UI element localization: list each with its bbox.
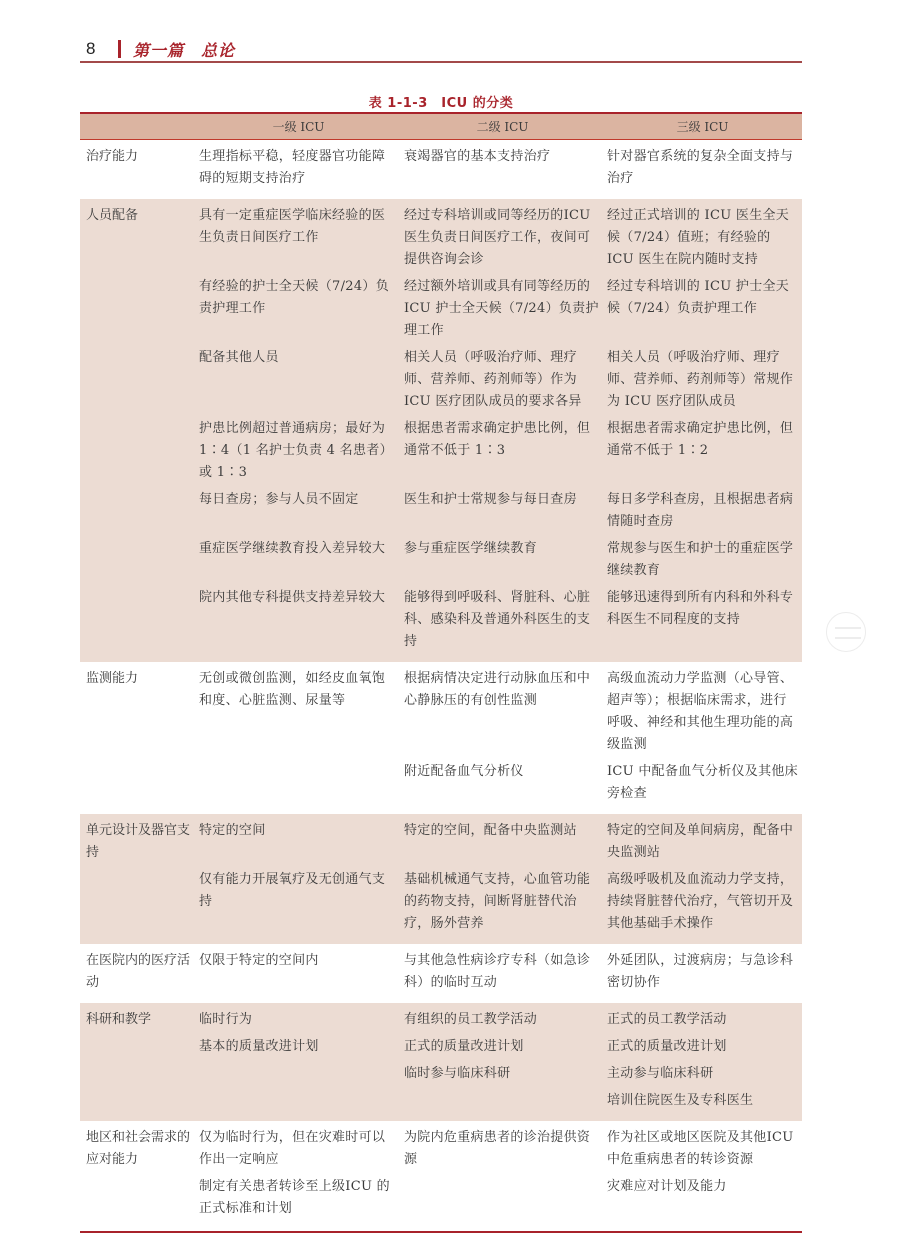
section-label: 单元设计及器官支持 xyxy=(86,823,191,860)
table-body xyxy=(80,140,802,1229)
table-row xyxy=(193,1090,802,1112)
table-cell-level3: 每日多学科查房，且根据患者病情随时查房 xyxy=(607,492,794,529)
table-cell-level1: 临时行为 xyxy=(199,1012,253,1027)
icu-classification-table xyxy=(80,112,802,1233)
header-cell-level2: 二级 ICU xyxy=(476,120,529,134)
table-cell-level1: 无创或微创监测，如经皮血氧饱和度、心脏监测、尿量等 xyxy=(199,671,386,708)
table-cell-level1 xyxy=(193,1063,398,1085)
table-row xyxy=(193,587,802,653)
table-cell-level3: 高级血流动力学监测（心导管、超声等）；根据临床需求，进行呼吸、神经和其他生理功能的高级监测 xyxy=(607,671,794,752)
table-cell-level2: 医生和护士常规参与每日查房 xyxy=(404,492,577,507)
table-row xyxy=(193,1176,802,1220)
table-cell-level2: 为院内危重病患者的诊治提供资源 xyxy=(404,1130,591,1167)
table-cell-level2 xyxy=(398,1090,601,1112)
table-cell-level1: 仅有能力开展氧疗及无创通气支持 xyxy=(199,872,386,909)
table-section xyxy=(80,944,802,1003)
section-rows xyxy=(193,668,802,810)
table-cell-level1: 配备其他人员 xyxy=(199,350,279,365)
page-number: 8 xyxy=(86,39,96,58)
table-cell-level3: 正式的质量改进计划 xyxy=(607,1039,727,1054)
table-cell-level1: 每日查房；参与人员不固定 xyxy=(199,492,359,507)
table-section xyxy=(80,1121,802,1229)
table-cell-level2: 能够得到呼吸科、肾脏科、心脏科、感染科及普通外科医生的支持 xyxy=(404,590,591,649)
table-cell-level3: 灾难应对计划及能力 xyxy=(607,1179,727,1194)
table-header-row xyxy=(80,114,802,140)
publisher-logo-watermark-icon xyxy=(826,612,866,652)
table-cell-level3: ICU 中配备血气分析仪及其他床旁检查 xyxy=(607,764,798,801)
table-cell-level2: 根据患者需求确定护患比例，但通常不低于 1∶3 xyxy=(404,421,591,458)
table-section xyxy=(80,662,802,814)
table-row xyxy=(193,668,802,756)
table-cell-level2: 根据病情决定进行动脉血压和中心静脉压的有创性监测 xyxy=(404,671,591,708)
table-cell-level1: 特定的空间 xyxy=(199,823,266,838)
table-cell-level2: 与其他急性病诊疗专科（如急诊科）的临时互动 xyxy=(404,953,591,990)
header-cell-level1: 一级 ICU xyxy=(272,120,325,134)
table-cell-level2: 参与重症医学继续教育 xyxy=(404,541,538,556)
table-cell-level3: 相关人员（呼吸治疗师、理疗师、营养师、药剂师等）常规作为 ICU 医疗团队成员 xyxy=(607,350,794,409)
table-cell-level2: 衰竭器官的基本支持治疗 xyxy=(404,149,551,164)
table-row xyxy=(193,418,802,484)
table-cell-level2: 相关人员（呼吸治疗师、理疗师、营养师、药剂师等）作为ICU 医疗团队成员的要求各异 xyxy=(404,350,582,409)
table-cell-level1: 制定有关患者转诊至上级ICU 的正式标准和计划 xyxy=(199,1179,390,1216)
table-section xyxy=(80,140,802,199)
table-cell-level1: 基本的质量改进计划 xyxy=(199,1039,319,1054)
section-label: 在医院内的医疗活动 xyxy=(86,953,191,990)
table-caption: 表 1-1-3 ICU 的分类 xyxy=(368,96,514,111)
head-divider xyxy=(118,40,121,58)
table-cell-level3: 正式的员工教学活动 xyxy=(607,1012,727,1027)
table-row xyxy=(193,869,802,935)
table-cell-level2: 正式的质量改进计划 xyxy=(404,1039,524,1054)
table-row xyxy=(193,205,802,271)
table-row xyxy=(193,1127,802,1171)
table-cell-level3: 根据患者需求确定护患比例，但通常不低于 1∶2 xyxy=(607,421,794,458)
table-cell-level2: 有组织的员工教学活动 xyxy=(404,1012,538,1027)
table-row xyxy=(193,1009,802,1031)
header-rule xyxy=(80,61,802,63)
table-row xyxy=(193,950,802,994)
table-cell-level3: 针对器官系统的复杂全面支持与治疗 xyxy=(607,149,794,186)
section-label: 监测能力 xyxy=(86,671,139,686)
table-cell-level1: 仅为临时行为，但在灾难时可以作出一定响应 xyxy=(199,1130,386,1167)
table-cell-level2 xyxy=(398,1176,601,1220)
table-cell-level3: 能够迅速得到所有内科和外科专科医生不同程度的支持 xyxy=(607,590,794,627)
table-row xyxy=(193,489,802,533)
table-cell-level3: 特定的空间及单间病房，配备中央监测站 xyxy=(607,823,794,860)
table-cell-level2: 临时参与临床科研 xyxy=(404,1066,511,1081)
table-cell-level3: 高级呼吸机及血流动力学支持，持续肾脏替代治疗，气管切开及其他基础手术操作 xyxy=(607,872,794,931)
table-row xyxy=(193,1036,802,1058)
table-cell-level1: 具有一定重症医学临床经验的医生负责日间医疗工作 xyxy=(199,208,386,245)
table-cell-level3: 外延团队，过渡病房；与急诊科密切协作 xyxy=(607,953,794,990)
section-label: 科研和教学 xyxy=(86,1012,152,1027)
table-section xyxy=(80,1003,802,1121)
table-cell-level3: 常规参与医生和护士的重症医学继续教育 xyxy=(607,541,794,578)
table-cell-level3: 培训住院医生及专科医生 xyxy=(607,1093,754,1108)
table-bottom-rule xyxy=(80,1231,802,1233)
table-cell-level3: 经过正式培训的 ICU 医生全天候（7/24）值班；有经验的 ICU 医生在院内随时支持 xyxy=(607,208,790,267)
table-cell-level1: 院内其他专科提供支持差异较大 xyxy=(199,590,386,605)
table-row xyxy=(193,820,802,864)
table-cell-level3: 经过专科培训的 ICU 护士全天候（7/24）负责护理工作 xyxy=(607,279,790,316)
table-cell-level3: 主动参与临床科研 xyxy=(607,1066,714,1081)
table-cell-level2: 经过专科培训或同等经历的ICU 医生负责日间医疗工作，夜间可提供咨询会诊 xyxy=(404,208,591,267)
running-head xyxy=(86,34,802,64)
table-cell-level1: 重症医学继续教育投入差异较大 xyxy=(199,541,386,556)
table-cell-level2: 经过额外培训或具有同等经历的 ICU 护士全天候（7/24）负责护理工作 xyxy=(404,279,599,338)
table-cell-level2: 特定的空间，配备中央监测站 xyxy=(404,823,577,838)
section-label: 治疗能力 xyxy=(86,149,139,164)
section-rows xyxy=(193,950,802,999)
table-cell-level2: 基础机械通气支持，心血管功能的药物支持，间断肾脏替代治疗，肠外营养 xyxy=(404,872,591,931)
table-row xyxy=(193,761,802,805)
table-cell-level1: 仅限于特定的空间内 xyxy=(199,953,319,968)
table-row xyxy=(193,538,802,582)
table-section xyxy=(80,199,802,662)
section-label: 人员配备 xyxy=(86,208,139,223)
table-cell-level1: 护患比例超过普通病房；最好为 1∶4（1 名护士负责 4 名患者）或 1∶3 xyxy=(199,421,393,480)
table-cell-level1: 有经验的护士全天候（7/24）负责护理工作 xyxy=(199,279,389,316)
section-rows xyxy=(193,205,802,658)
section-rows xyxy=(193,146,802,195)
section-rows xyxy=(193,1009,802,1117)
table-cell-level1 xyxy=(193,761,398,805)
table-cell-level3: 作为社区或地区医院及其他ICU 中危重病患者的转诊资源 xyxy=(607,1130,794,1167)
table-cell-level1 xyxy=(193,1090,398,1112)
section-label: 地区和社会需求的应对能力 xyxy=(86,1130,191,1167)
table-cell-level1: 生理指标平稳，轻度器官功能障碍的短期支持治疗 xyxy=(199,149,386,186)
table-row xyxy=(193,347,802,413)
table-cell-level2: 附近配备血气分析仪 xyxy=(404,764,524,779)
header-cell-level3: 三级 ICU xyxy=(676,120,729,134)
section-rows xyxy=(193,1127,802,1225)
section-title: 第一篇 总论 xyxy=(133,40,236,60)
table-section xyxy=(80,814,802,944)
table-row xyxy=(193,1063,802,1085)
section-rows xyxy=(193,820,802,940)
table-row xyxy=(193,276,802,342)
table-row xyxy=(193,146,802,190)
